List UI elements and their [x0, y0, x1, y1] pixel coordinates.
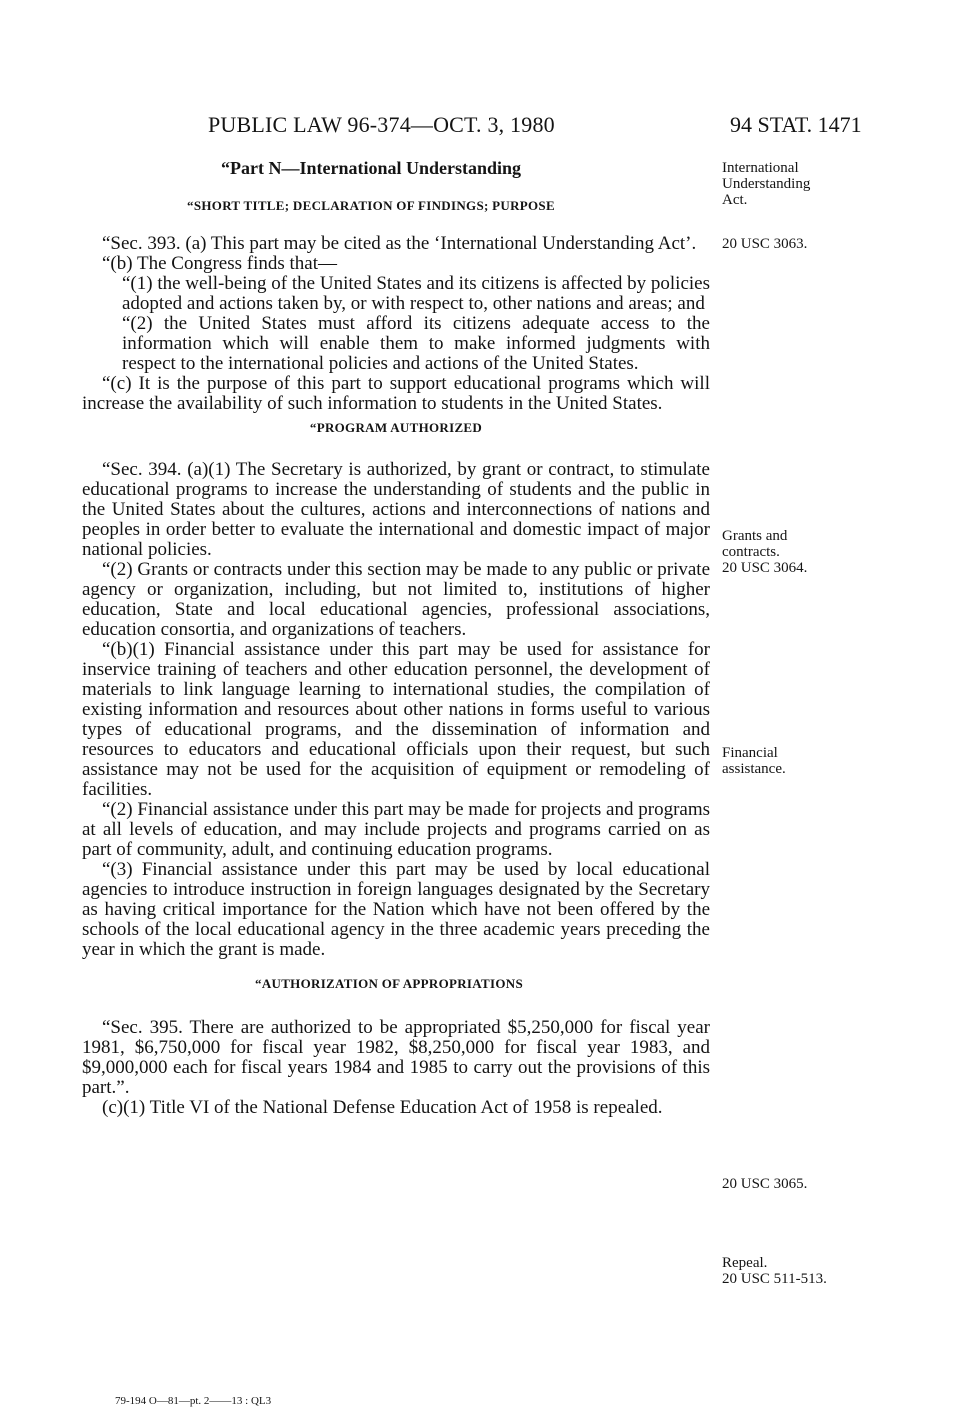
margin-note-citation-3065: 20 USC 3065.	[722, 1176, 808, 1192]
paragraph-sec-393-b: “(b) The Congress finds that—	[102, 253, 337, 274]
section-heading-short-title: “SHORT TITLE; DECLARATION OF FINDINGS; PURPOSE	[187, 198, 555, 213]
paragraph-sec-394-a2: “(2) Grants or contracts under this section may be made to any public or private agency or organization, including, but not limited to, institutions of higher education, State and local educational agencies, professional associations, education consortia, and organizations of teachers.	[82, 559, 710, 640]
paragraph-sec-394-a1: “Sec. 394. (a)(1) The Secretary is authorized, by grant or contract, to stimulate educational programs to increase the understanding of students and the public in the United States about the cultures, actions and interconnections of nations and peoples in order better to evaluate the international and domestic impact of major national policies.	[82, 459, 710, 560]
paragraph-sec-393-c: “(c) It is the purpose of this part to support educational programs which will increase the availability of such information to students in the United States.	[82, 373, 710, 414]
part-heading: “Part N—International Understanding	[220, 158, 521, 178]
paragraph-sec-393-a: “Sec. 393. (a) This part may be cited as the ‘International Understanding Act’.	[102, 233, 697, 254]
margin-note-financial-assistance: Financial assistance.	[722, 745, 786, 777]
margin-note-act: International Understanding Act.	[722, 160, 811, 208]
paragraph-sec-394-b3: “(3) Financial assistance under this part may be used by local educational agencies to introduce instruction in foreign languages designated by the Secretary as having critical importance for the Nation which have not been offered by the schools of the local educational agency in the three academic years preceding the year in which the grant is made.	[82, 859, 710, 960]
section-heading-program: “PROGRAM AUTHORIZED	[309, 420, 483, 435]
section-heading-appropriations: “AUTHORIZATION OF APPROPRIATIONS	[255, 976, 523, 991]
margin-note-grants: Grants and contracts. 20 USC 3064.	[722, 528, 808, 576]
paragraph-finding-2: “(2) the United States must afford its citizens adequate access to the information which will enable them to make informed judgments with respect to the international policies and actions of the United States.	[122, 313, 710, 374]
paragraph-finding-1: “(1) the well-being of the United States and its citizens is affected by policies adopted and actions taken by, or with respect to, other nations and areas; and	[122, 273, 710, 314]
margin-note-repeal: Repeal. 20 USC 511-513.	[722, 1255, 827, 1287]
print-code-footer: 79-194 O—81—pt. 2——13 : QL3	[115, 1395, 272, 1407]
paragraph-sec-395: “Sec. 395. There are authorized to be appropriated $5,250,000 for fiscal year 1981, $6,750,000 for fiscal year 1982, $8,250,000 for fiscal year 1983, and $9,000,000 each for fiscal years 1984 and 1985 to carry out the provisions of this part.”.	[82, 1017, 710, 1098]
running-header-law: PUBLIC LAW 96-374—OCT. 3, 1980	[208, 112, 555, 137]
statute-body	[82, 158, 710, 1118]
paragraph-repeal: (c)(1) Title VI of the National Defense Education Act of 1958 is repealed.	[102, 1097, 663, 1118]
running-header-stat: 94 STAT. 1471	[730, 112, 862, 137]
margin-note-citation-3063: 20 USC 3063.	[722, 236, 808, 252]
paragraph-sec-394-b2: “(2) Financial assistance under this part may be made for projects and programs at all levels of education, and may include projects and programs carried on as part of community, adult, and continuing education programs.	[82, 799, 710, 860]
paragraph-sec-394-b1: “(b)(1) Financial assistance under this part may be used for assistance for inservice training of teachers and other education personnel, the development of materials to link language learning to international studies, the compilation of existing information and resources about other nations in forms useful to various types of educational programs, and the dissemination of information and resources to educators and educational officials upon their request, but such assistance may not be used for the acquisition of equipment or remodeling of facilities.	[82, 639, 710, 800]
